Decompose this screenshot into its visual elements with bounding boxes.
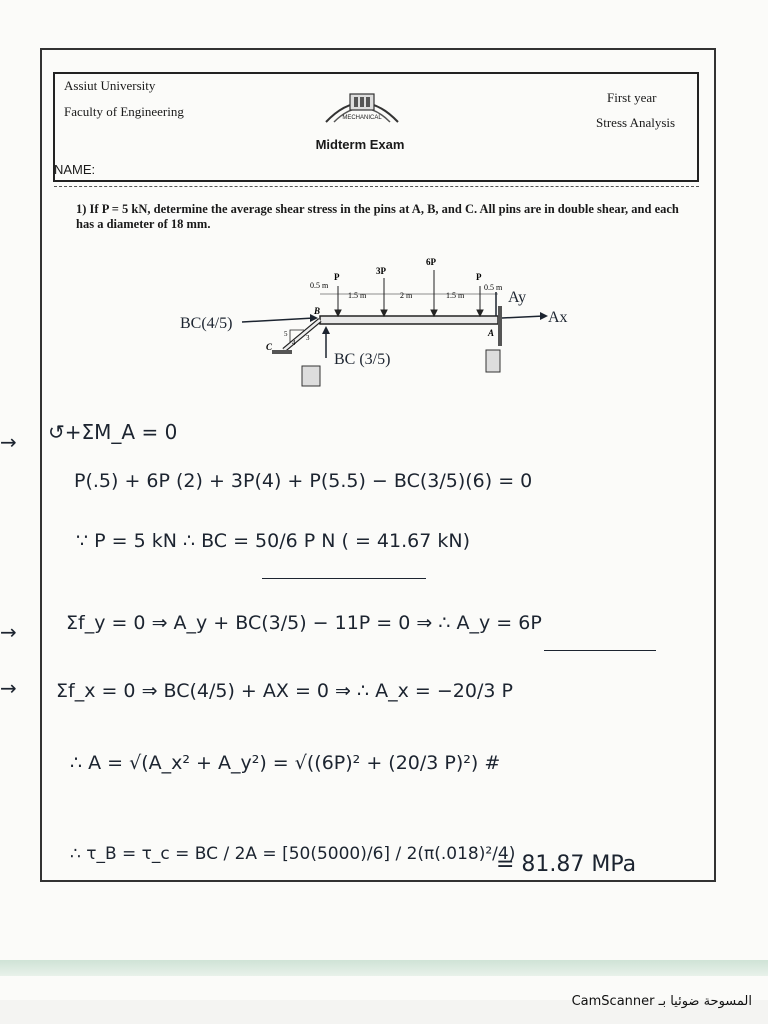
bc-result: ∵ P = 5 kN ∴ BC = 50/6 P N ( = 41.67 kN) [76, 530, 470, 552]
name-label: NAME: [54, 162, 96, 177]
support-block [302, 366, 320, 386]
annot-bc35: BC (3/5) [334, 351, 391, 368]
camscanner-watermark: المسوحة ضوئيا بـ CamScanner [571, 994, 752, 1009]
svg-text:0.5 m: 0.5 m [484, 283, 503, 292]
svg-text:3: 3 [306, 334, 310, 342]
exam-title: Midterm Exam [315, 137, 405, 152]
stress-result: = 81.87 MPa [496, 852, 637, 877]
logo-text: MECHANICAL [342, 115, 382, 121]
beam [320, 316, 498, 324]
svg-text:1.5 m: 1.5 m [446, 291, 465, 300]
wall-a [498, 306, 502, 346]
university-name: Assiut University [64, 78, 156, 93]
margin-arrow-3: → [0, 676, 17, 700]
svg-text:4: 4 [292, 339, 296, 347]
load-3p: 3P [376, 266, 386, 276]
resultant-eq: ∴ A = √(A_x² + A_y²) = √((6P)² + (20/3 P)²) # [70, 752, 501, 774]
load-6p: 6P [426, 257, 436, 267]
margin-arrow-1: → [0, 430, 17, 454]
svg-text:A: A [488, 328, 495, 338]
svg-text:C: C [266, 342, 273, 352]
scan-edge [0, 960, 768, 976]
support-c [272, 350, 292, 354]
moment-eq: ↺+ΣM_A = 0 [48, 420, 178, 444]
beam-figure [180, 250, 568, 390]
ay-underline [544, 650, 656, 651]
fx-eq: Σf_x = 0 ⇒ BC(4/5) + AX = 0 ⇒ ∴ A_x = −20/3 P [56, 680, 513, 702]
annot-ax: Ax [548, 309, 568, 326]
load-p2: P [476, 272, 482, 282]
bc-underline [262, 578, 426, 579]
annot-ay: Ay [508, 289, 527, 306]
support-a-block [486, 350, 500, 372]
svg-text:5: 5 [284, 330, 288, 338]
svg-text:0.5 m: 0.5 m [310, 281, 329, 290]
load-p1: P [334, 272, 340, 282]
year-label: First year [607, 90, 657, 105]
course-name: Stress Analysis [596, 115, 676, 130]
margin-arrow-2: → [0, 620, 17, 644]
question-text: 1) If P = 5 kN, determine the average shear stress in the pins at A, B, and C. All pins are in double shear, and each has a diameter of 18 mm. [76, 202, 679, 231]
svg-text:B: B [314, 306, 321, 316]
faculty-name: Faculty of Engineering [64, 104, 184, 119]
annot-bc45: BC(4/5) [180, 315, 233, 332]
department-logo-icon [320, 88, 404, 128]
stress-eq: ∴ τ_B = τ_c = BC / 2A = [50(5000)/6] / 2(π(.018)²/4) [70, 844, 516, 864]
svg-text:1.5 m: 1.5 m [348, 291, 367, 300]
svg-text:2 m: 2 m [400, 291, 413, 300]
moment-expansion: P(.5) + 6P (2) + 3P(4) + P(5.5) − BC(3/5)(6) = 0 [74, 470, 533, 492]
fy-eq: Σf_y = 0 ⇒ A_y + BC(3/5) − 11P = 0 ⇒ ∴ A_y = 6P [66, 612, 542, 634]
separator-line [54, 186, 699, 187]
